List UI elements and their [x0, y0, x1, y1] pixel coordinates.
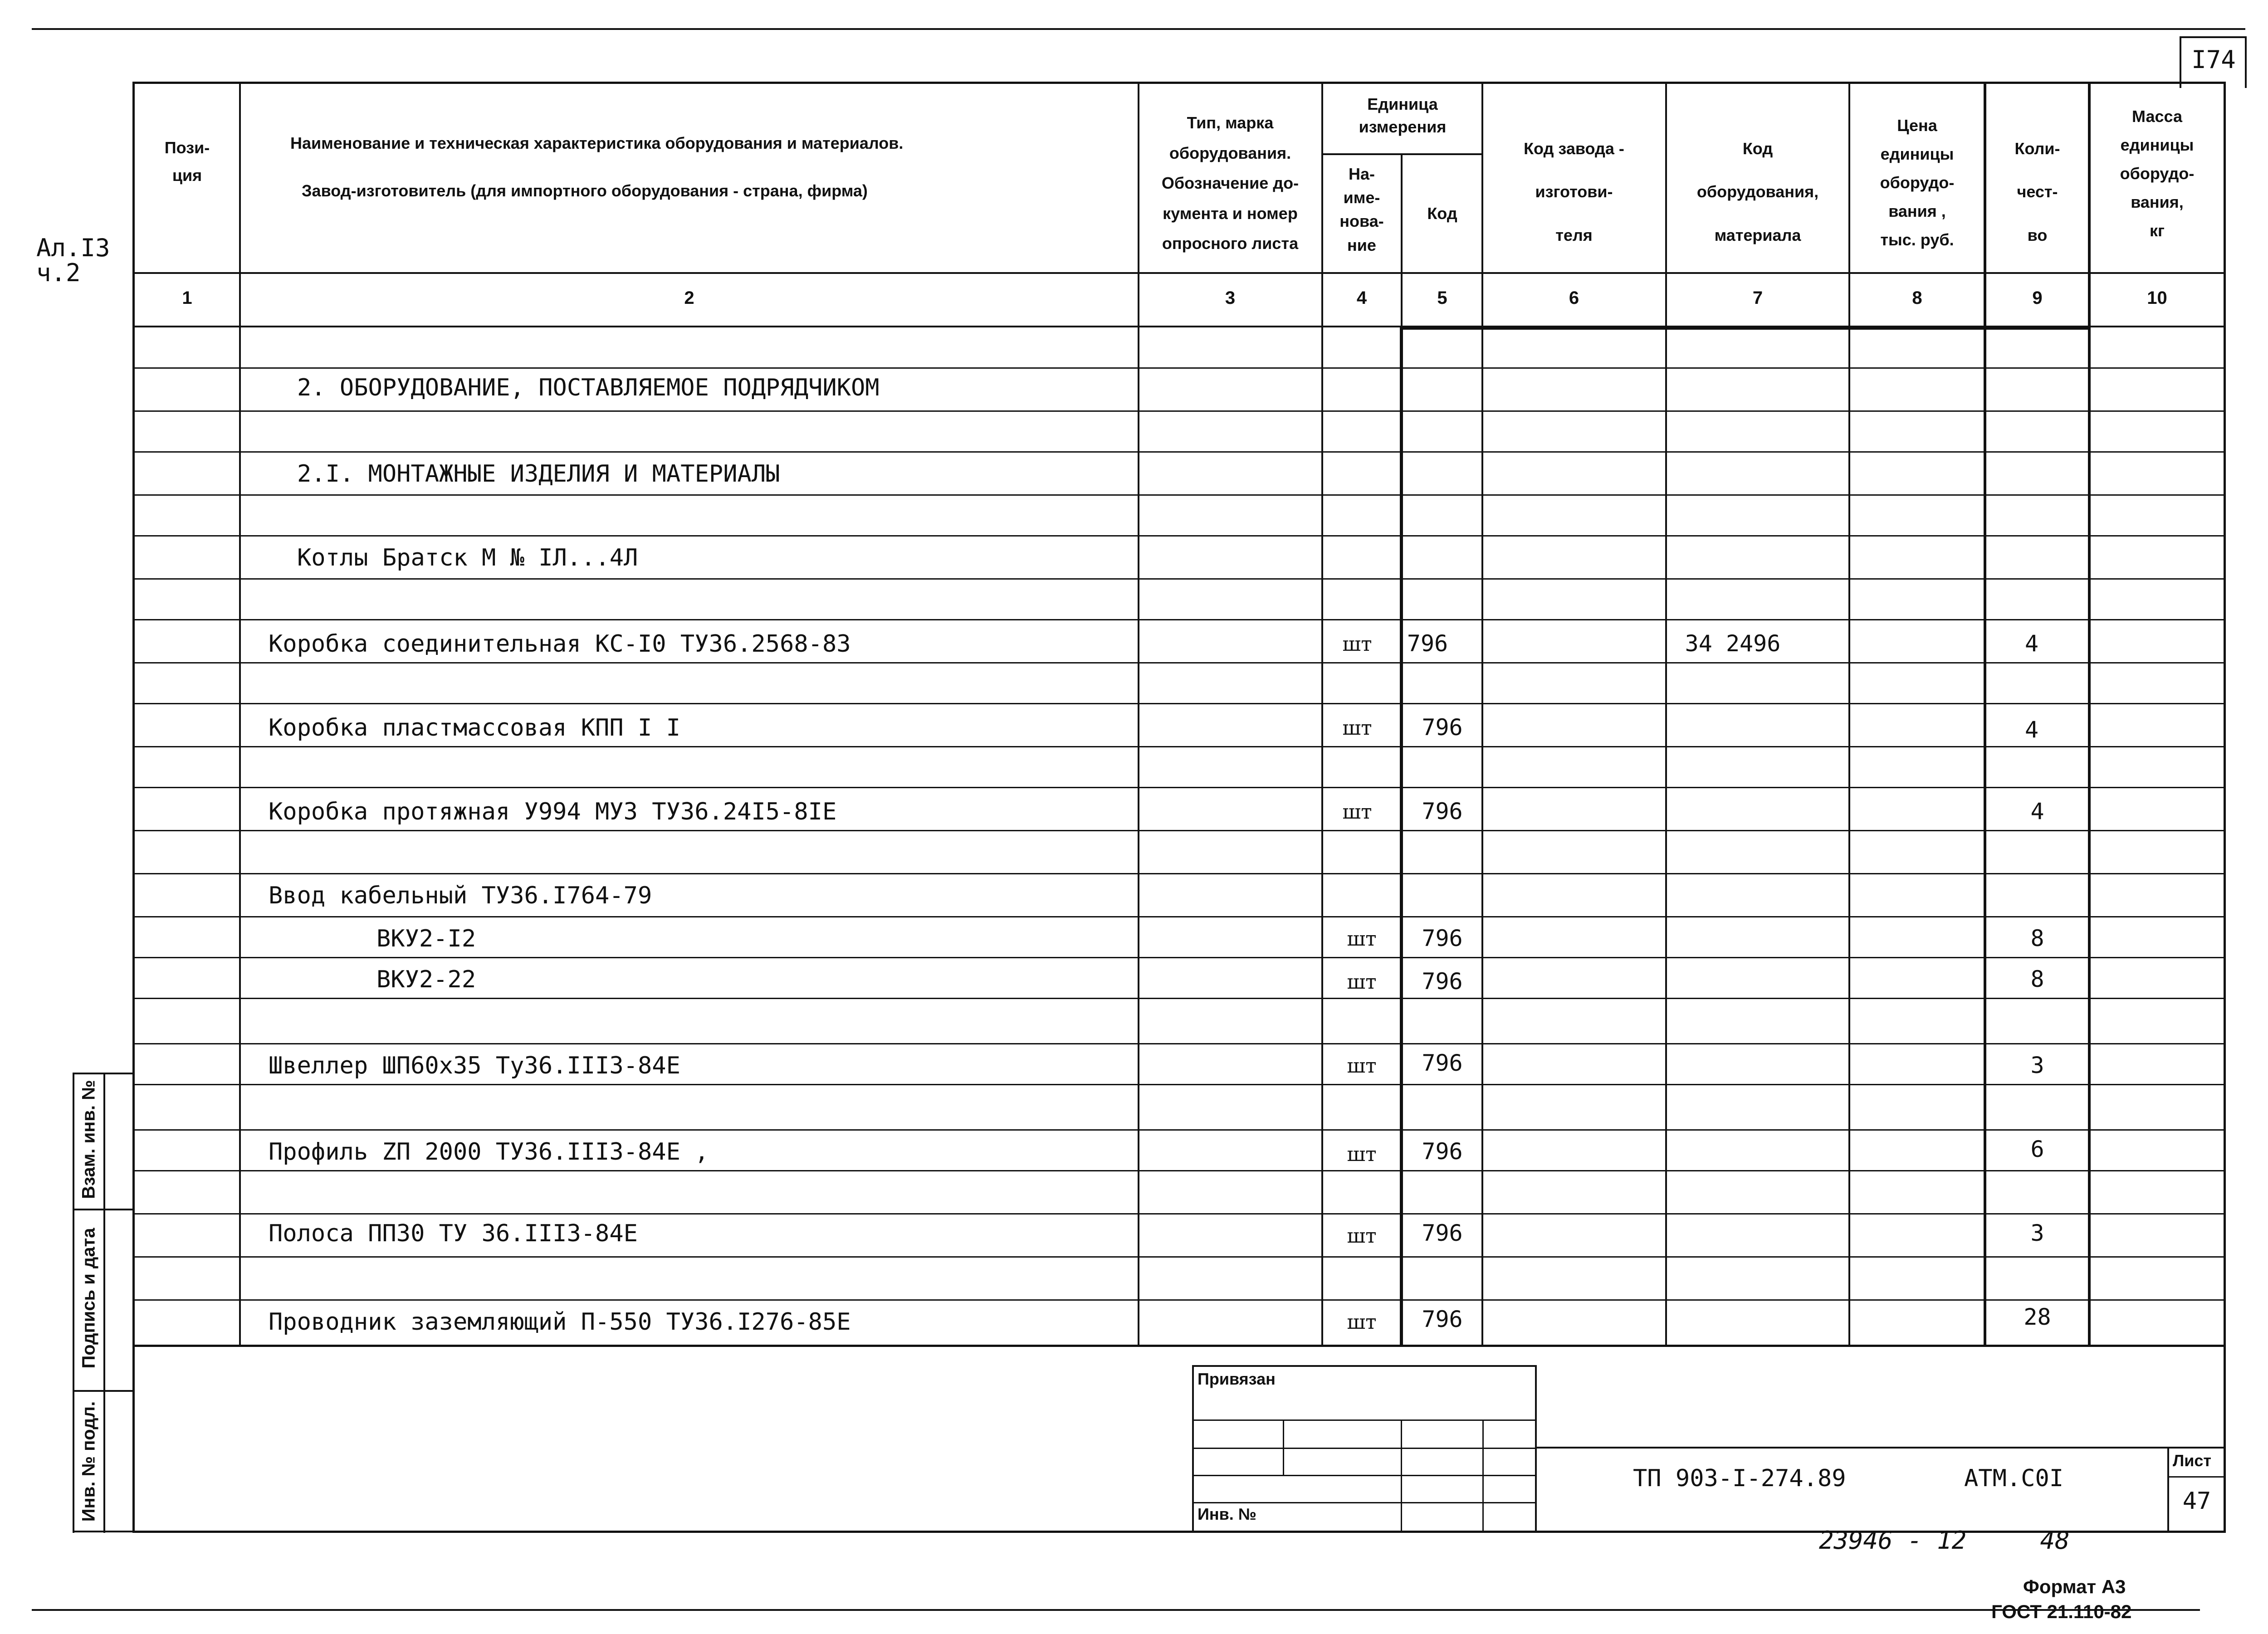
table-row-qty: 4	[2030, 798, 2044, 824]
row-line	[132, 746, 2226, 747]
page-box-top	[2180, 36, 2247, 38]
colnum-6: 6	[1569, 288, 1579, 308]
table-row-name: ВКУ2-I2	[376, 925, 476, 952]
unit-group-line	[1321, 153, 1483, 155]
privyazan-vline	[1482, 1419, 1484, 1533]
table-row-qty: 8	[2030, 966, 2044, 992]
table-row-code: 796	[1422, 1050, 1463, 1076]
top-rule	[32, 28, 2245, 30]
margin-label-2: ч.2	[36, 259, 81, 287]
page-number: I74	[2191, 45, 2236, 74]
table-row-code: 796	[1422, 798, 1463, 824]
table-row-unit: шт	[1342, 633, 1372, 656]
colnum-7: 7	[1752, 288, 1763, 308]
table-row-name: Коробка протяжная У994 МУЗ ТУ36.24I5-8IЕ	[269, 798, 837, 825]
header-col10: Масса единицы оборудо- вания, кг	[2120, 107, 2195, 240]
privyazan-line	[1192, 1502, 1537, 1503]
colnum-2: 2	[684, 288, 694, 308]
row-line	[132, 1299, 2226, 1301]
section-title-3: Котлы Братск М № IЛ...4Л	[297, 544, 638, 571]
row-line	[132, 787, 2226, 788]
row-line	[132, 830, 2226, 831]
header-bottom	[132, 272, 2226, 274]
table-row-unit: шт	[1342, 800, 1372, 824]
privyazan-vline	[1283, 1419, 1284, 1476]
side-stamp-inv-podl: Инв. № подл.	[78, 1401, 99, 1522]
side-stamp-vzam: Взам. инв. №	[78, 1080, 99, 1199]
section-title-2: 2.I. МОНТАЖНЫЕ ИЗДЕЛИЯ И МАТЕРИАЛЫ	[297, 460, 780, 488]
privyazan-label: Привязан	[1198, 1370, 1276, 1388]
table-row-code: 796	[1422, 1138, 1463, 1165]
table-row-name: Профиль ZП 2000 ТУ36.III3-84Е ,	[269, 1138, 709, 1166]
handwritten-note: 23946 - 12 48	[1819, 1526, 2070, 1555]
sheet-number: 47	[2182, 1488, 2211, 1515]
doc-mark: АТМ.С0I	[1964, 1465, 2064, 1492]
privyazan-box-right	[1535, 1365, 1537, 1533]
privyazan-line	[1192, 1448, 1537, 1449]
table-row-unit: шт	[1347, 1311, 1377, 1334]
table-row-name: Швеллер ШП60х35 Ту36.III3-84Е	[269, 1052, 680, 1079]
table-row-code: 796	[1422, 925, 1463, 951]
col-line-2	[1138, 82, 1139, 1347]
row-line	[132, 1256, 2226, 1258]
section-title-1: 2. ОБОРУДОВАНИЕ, ПОСТАВЛЯЕМОЕ ПОДРЯДЧИКОМ	[297, 374, 880, 401]
table-row-unit: шт	[1347, 1054, 1377, 1078]
sheet-box-left	[2167, 1447, 2169, 1533]
colnum-5: 5	[1437, 288, 1447, 308]
privyazan-line	[1192, 1475, 1537, 1476]
header-col1: Пози- ция	[164, 138, 210, 185]
header-unit-group: Единица измерения	[1359, 95, 1447, 137]
side-stamp-div2	[73, 1390, 134, 1392]
header-col3: Тип, марка оборудования. Обозначение до- кумента и номер опросного листа	[1161, 113, 1299, 253]
body-end	[132, 1345, 2226, 1347]
table-row-unit: шт	[1342, 717, 1372, 740]
colnum-8: 8	[1912, 288, 1922, 308]
row-line	[132, 451, 2226, 453]
privyazan-box-top	[1192, 1365, 1537, 1367]
privyazan-box-left	[1192, 1365, 1194, 1533]
table-row-name: ВКУ2-22	[376, 966, 476, 993]
format-label: Формат А3	[2023, 1576, 2126, 1597]
row-line	[132, 367, 2226, 369]
table-row-code: 796	[1422, 1306, 1463, 1332]
margin-label-1: Ал.I3	[36, 234, 110, 262]
header-col6: Код завода - изготови- теля	[1524, 139, 1624, 244]
row-line	[132, 1043, 2226, 1044]
table-top	[132, 82, 2226, 84]
privyazan-vline	[1401, 1419, 1402, 1533]
doc-code: ТП 903-I-274.89	[1633, 1465, 1846, 1492]
row-line	[132, 703, 2226, 704]
header-col4: На- име- нова- ние	[1339, 165, 1384, 254]
row-line	[132, 410, 2226, 412]
colnum-1: 1	[182, 288, 192, 308]
table-row-unit: шт	[1347, 1143, 1377, 1166]
table-row-qty: 6	[2030, 1136, 2044, 1162]
table-row-code: 796	[1422, 1220, 1463, 1246]
row-line	[132, 494, 2226, 496]
table-row-name: Полоса ПП30 ТУ 36.III3-84Е	[269, 1220, 638, 1247]
side-stamp-inner	[103, 1073, 105, 1533]
table-row-qty: 4	[2024, 717, 2039, 743]
col-line-6	[1665, 82, 1667, 1347]
bottom-rule	[32, 1609, 2200, 1611]
table-row-code: 796	[1407, 630, 1448, 657]
side-stamp-bottom	[73, 1531, 134, 1532]
colnum-9: 9	[2032, 288, 2043, 308]
body-thick-top	[1400, 327, 2091, 330]
table-row-name: Коробка соединительная КС-I0 ТУ36.2568-83	[269, 630, 851, 658]
table-row-unit: шт	[1347, 927, 1377, 951]
table-row-name: Ввод кабельный ТУ36.I764-79	[269, 882, 652, 909]
row-line	[132, 873, 2226, 874]
row-line	[132, 1170, 2226, 1171]
header-col7: Код оборудования, материала	[1696, 139, 1819, 244]
page-box-left	[2180, 36, 2181, 88]
table-row-qty: 3	[2030, 1220, 2044, 1246]
table-row-code: 796	[1422, 714, 1463, 741]
table-row-qty: 28	[2024, 1304, 2051, 1330]
row-line	[132, 535, 2226, 537]
col-line-1	[239, 82, 241, 1347]
row-line	[132, 619, 2226, 620]
title-block-top	[1535, 1447, 2224, 1449]
table-row-qty: 8	[2030, 925, 2044, 951]
sheet-box-mid	[2167, 1476, 2224, 1478]
row-line	[132, 1129, 2226, 1131]
row-line	[132, 957, 2226, 958]
table-row-unit: шт	[1347, 1224, 1377, 1248]
row-line	[132, 662, 2226, 663]
row-line	[132, 578, 2226, 580]
table-row-qty: 4	[2024, 630, 2039, 657]
header-col9: Коли- чест- во	[2014, 139, 2060, 244]
col-line-4b	[1400, 327, 1403, 1347]
header-col5: Код	[1427, 204, 1457, 223]
table-row-name: Проводник заземляющий П-550 ТУ36.I276-85Е	[269, 1308, 851, 1336]
table-row-qty: 3	[2030, 1052, 2044, 1078]
row-line	[132, 1213, 2226, 1215]
row-line	[132, 998, 2226, 999]
table-right	[2224, 82, 2226, 1533]
gost-label: ГОСТ 21.110-82	[1991, 1601, 2132, 1622]
header-col8: Цена единицы оборудо- вания , тыс. руб.	[1880, 116, 1955, 249]
colnum-3: 3	[1225, 288, 1236, 308]
header-col2-line2: Завод-изготовитель (для импортного оборудования - страна, фирма)	[302, 181, 868, 200]
row-line	[132, 1084, 2226, 1085]
row-line	[132, 916, 2226, 917]
table-row-mat-code: 34 2496	[1685, 630, 1781, 657]
side-stamp-podpis: Подпись и дата	[78, 1228, 99, 1369]
page-box-right	[2245, 36, 2247, 88]
table-row-unit: шт	[1347, 971, 1377, 994]
colnum-10: 10	[2147, 288, 2167, 308]
colnum-4: 4	[1356, 288, 1367, 308]
sheet-label: Лист	[2173, 1451, 2212, 1470]
inv-no-label: Инв. №	[1198, 1505, 1256, 1523]
side-stamp-left	[73, 1073, 74, 1533]
table-row-code: 796	[1422, 968, 1463, 995]
privyazan-line	[1192, 1419, 1537, 1421]
col-line-7	[1848, 82, 1850, 1347]
header-col2-line1: Наименование и техническая характеристика оборудования и материалов.	[290, 134, 904, 152]
table-left	[132, 82, 135, 1533]
table-row-name: Коробка пластмассовая КПП I I	[269, 714, 680, 741]
